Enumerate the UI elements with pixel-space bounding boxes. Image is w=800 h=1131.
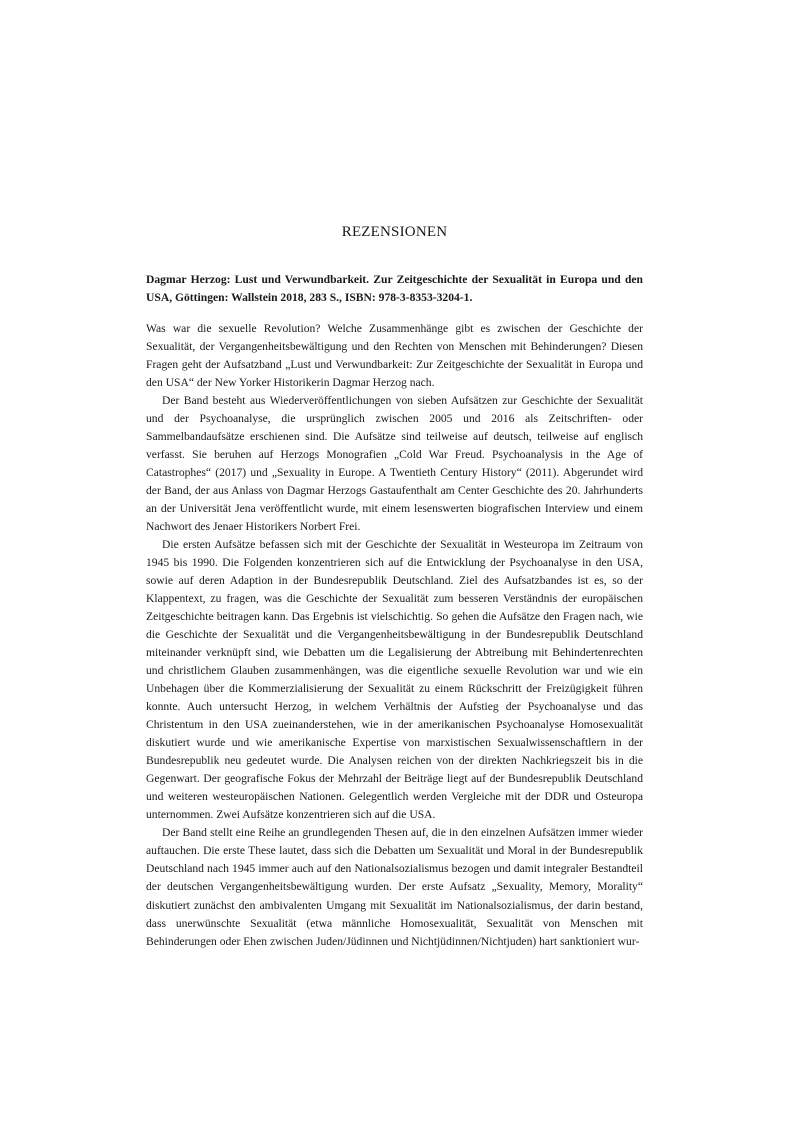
section-title: REZENSIONEN: [341, 224, 448, 240]
paragraph: Was war die sexuelle Revolution? Welche Zusammenhänge gibt es zwischen der Geschichte der Sexualität, der Vergangenheitsbewältigung und den Rechten von Menschen mit Behinderungen? Diesen Fragen geht der Aufsatzband „Lust und Verwundbarkeit: Zur Zeitgeschichte der Sexualität in Europa und den USA“ der New Yorker Historikerin Dagmar Herzog nach.: [146, 322, 643, 390]
review-body: [146, 320, 643, 951]
review-heading: Dagmar Herzog: Lust und Verwundbarkeit. Zur Zeitgeschichte der Sexualität in Europa und den USA, Göttingen: Wallstein 2018, 283 S., ISBN: 978-3-8353-3204-1.: [146, 273, 643, 304]
paragraph: Die ersten Aufsätze befassen sich mit der Geschichte der Sexualität in Westeuropa im Zeitraum von 1945 bis 1990. Die Folgenden konzentrieren sich auf die Entwicklung der Psychoanalyse in den USA, sowie auf deren Adaption in der Bundesrepublik Deutschland. Ziel des Aufsatzbandes ist es, so der Klappentext, zu fragen, was die Geschichte der Sexualität zum besseren Verständnis der europäischen Zeitgeschichte beitragen kann. Das Ergebnis ist vielschichtig. So gehen die Aufsätze den Fragen nach, wie die Geschichte der Sexualität und die Vergangenheitsbewältigung in der Bundesrepublik Deutschland miteinander verknüpft sind, wie Debatten um die Legalisierung der Abtreibung mit Behindertenrechten und christlichem Glauben zusammenhängen, was die eigentliche sexuelle Revolution war und wie ein Unbehagen über die Kommerzialisierung der Sexualität zu einem Rückschritt der Freizügigkeit führen konnte. Auch untersucht Herzog, in welchem Verhältnis der Aufstieg der Psychoanalyse und das Christentum in den USA zueinanderstehen, wie in der amerikanischen Psychoanalyse Homosexualität diskutiert wurde und wie amerikanische Expertise von marxistischen Sexualwissenschaftlern in der Bundesrepublik neu gedeutet wurde. Die Analysen reichen von der direkten Nachkriegszeit bis in die Gegenwart. Der geografische Fokus der Mehrzahl der Beiträge liegt auf der Bundesrepublik Deutschland und weiteren westeuropäischen Nationen. Gelegentlich werden Vergleiche mit der DDR und Osteuropa unternommen. Zwei Aufsätze konzentrieren sich auf die USA.: [146, 538, 643, 822]
paragraph: Der Band stellt eine Reihe an grundlegenden Thesen auf, die in den einzelnen Aufsätzen immer wieder auftauchen. Die erste These lautet, dass sich die Debatten um Sexualität und Moral in der Bundesrepublik Deutschland nach 1945 immer auch auf den Nationalsozialismus bezogen und damit integraler Bestandteil der deutschen Vergangenheitsbewältigung wurden. Der erste Aufsatz „Sexuality, Memory, Morality“ diskutiert zunächst den ambivalenten Umgang mit Sexualität im Nationalsozialismus, der darin bestand, dass unerwünschte Sexualität (etwa männliche Homosexualität, Sexualität von Menschen mit Behinderungen oder Ehen zwischen Juden/Jüdinnen und Nichtjüdinnen/Nichtjuden) hart sanktioniert wur-: [146, 826, 643, 948]
paragraph: Der Band besteht aus Wiederveröffentlichungen von sieben Aufsätzen zur Geschichte der Sexualität und der Psychoanalyse, die ursprünglich zwischen 2005 und 2016 als Zeitschriften- oder Sammelbandaufsätze erschienen sind. Die Aufsätze sind teilweise auf deutsch, teilweise auf englisch verfasst. Sie beruhen auf Herzogs Monografien „Cold War Freud. Psychoanalysis in the Age of Catastrophes“ (2017) und „Sexuality in Europe. A Twentieth Century History“ (2011). Abgerundet wird der Band, der aus Anlass von Dagmar Herzogs Gastaufenthalt am Center Geschichte des 20. Jahrhunderts an der Universität Jena veröffentlicht wurde, mit einem lesenswerten biografischen Interview und einem Nachwort des Jenaer Historikers Norbert Frei.: [146, 394, 643, 534]
